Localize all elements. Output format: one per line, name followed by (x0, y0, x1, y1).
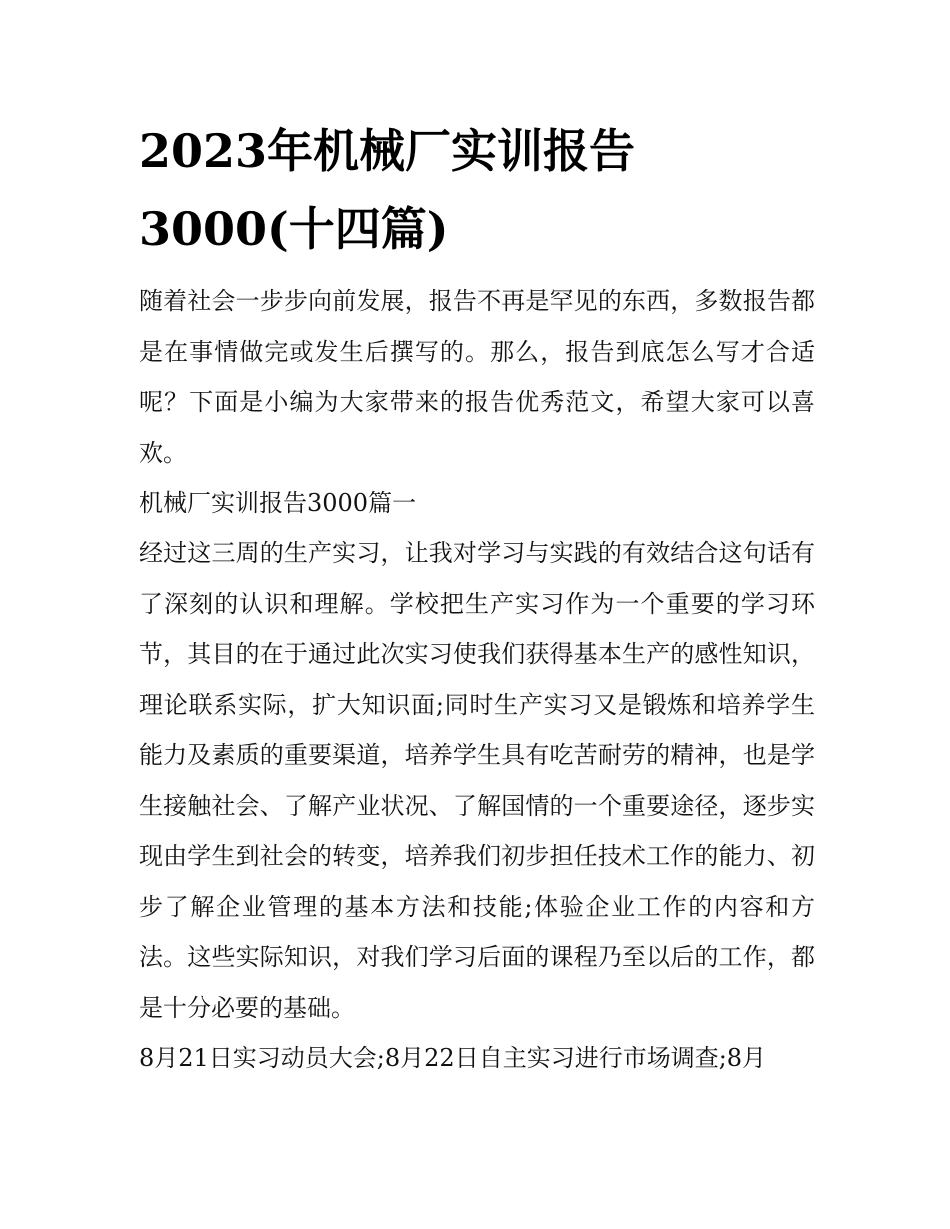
body-paragraph-2: 8月21日实习动员大会;8月22日自主实习进行市场调查;8月 (139, 1044, 767, 1072)
intro-paragraph: 随着社会一步步向前发展，报告不再是罕见的东西，多数报告都是在事情做完或发生后撰写的。那么，报告到底怎么写才合适呢？下面是小编为大家带来的报告优秀范文，希望大家可以喜欢。 (139, 287, 815, 467)
section-heading: 机械厂实训报告3000篇一 (139, 489, 417, 517)
body-paragraph-1: 经过这三周的生产实习，让我对学习与实践的有效结合这句话有了深刻的认识和理解。学校把生产实习作为一个重要的学习环节，其目的在于通过此次实习使我们获得基本生产的感性知识，理论联系实际，扩大知识面;同时生产实习又是锻炼和培养学生能力及素质的重要渠道，培养学生具有吃苦耐劳的精神，也是学生接触社会、了解产业状况、了解国情的一个重要途径，逐步实现由学生到社会的转变，培养我们初步担任技术工作的能力、初步了解企业管理的基本方法和技能;体验企业工作的内容和方法。这些实际知识，对我们学习后面的课程乃至以后的工作，都是十分必要的基础。 (139, 539, 815, 1022)
document-title: 2023年机械厂实训报告3000(十四篇) (139, 124, 636, 256)
